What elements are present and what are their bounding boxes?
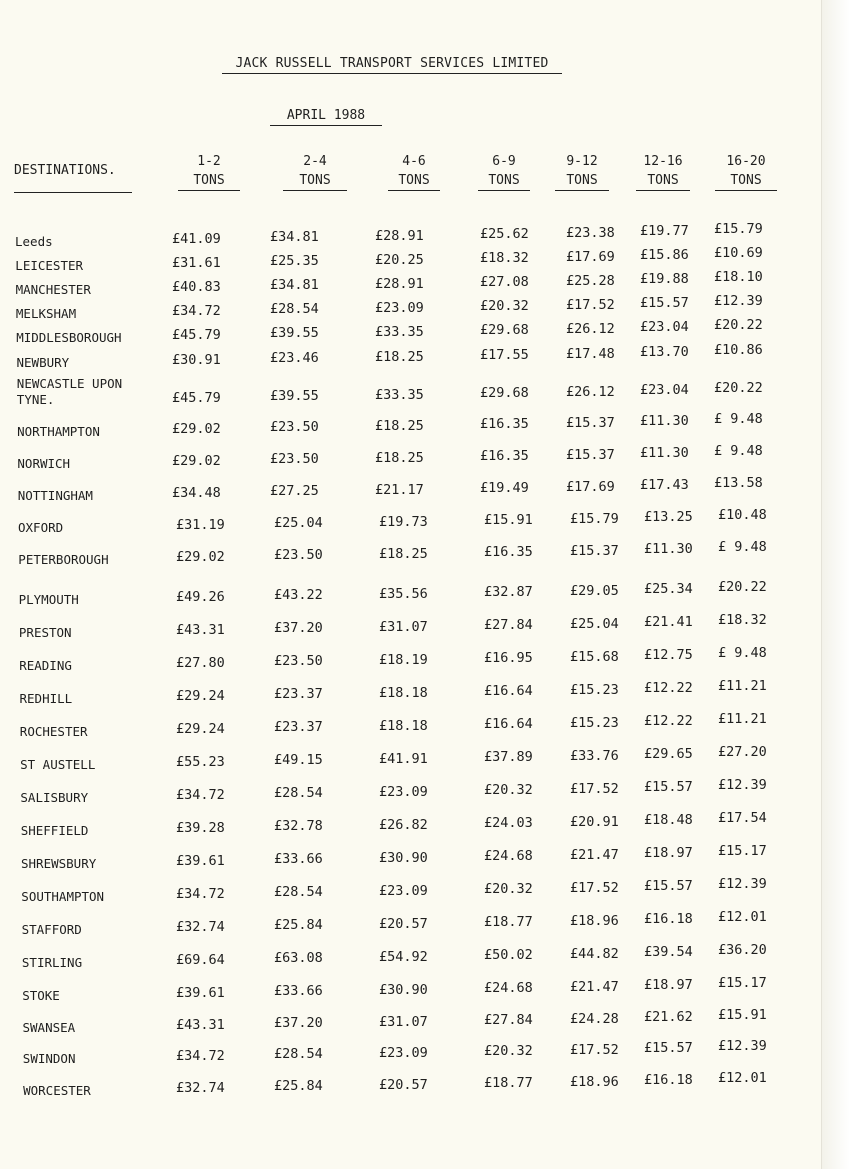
price-cell: £15.79 [714,221,763,238]
price-cell: £16.35 [484,544,533,561]
price-cell: £39.54 [644,944,693,960]
price-cell: £45.79 [172,390,221,406]
price-cell: £15.23 [570,714,619,731]
price-cell: £26.12 [566,383,615,400]
price-cell: £50.02 [484,947,533,964]
price-cell: £20.32 [484,1043,533,1060]
tonnage-header-6 [636,152,690,191]
price-cell: £28.91 [375,275,424,292]
price-cell: £23.50 [274,653,323,670]
price-cell: £23.09 [375,299,424,316]
price-cell: £20.32 [484,881,533,898]
price-cell: £15.86 [640,247,689,263]
price-cell: £27.25 [270,483,319,500]
price-cell: £10.86 [714,342,763,359]
price-cell: £34.72 [176,886,225,902]
price-cell: £31.07 [379,618,428,635]
price-cell: £12.22 [644,680,693,696]
destination-name: LEICESTER [15,258,84,273]
price-cell: £19.73 [379,513,428,530]
tonnage-header-4 [478,152,530,191]
price-cell: £23.38 [566,224,615,241]
price-cell: £16.18 [644,1072,693,1088]
price-cell: £24.68 [484,980,533,997]
price-cell: £23.09 [379,783,428,800]
destination-name: NEWCASTLE UPON TYNE. [16,376,123,407]
table-row [0,443,850,473]
price-cell: £34.48 [172,485,221,501]
price-cell: £11.21 [718,678,767,695]
price-cell: £15.37 [566,414,615,431]
price-cell: £16.64 [484,683,533,700]
table-row [0,475,850,505]
price-cell: £24.68 [484,848,533,865]
price-cell: £33.66 [274,851,323,868]
price-cell: £34.72 [176,1048,225,1064]
destination-name: Leeds [15,234,53,249]
price-cell: £37.20 [274,1015,323,1032]
price-cell: £23.37 [274,686,323,703]
table-row [0,1038,850,1068]
price-cell: £25.04 [274,515,323,532]
destination-name: NEWBURY [16,355,70,370]
price-cell: £21.17 [375,481,424,498]
price-cell: £18.96 [570,912,619,929]
price-cell: £11.30 [640,413,689,429]
destination-name: ROCHESTER [19,724,88,739]
table-row [0,678,850,708]
price-cell: £28.54 [274,785,323,802]
destination-name: NOTTINGHAM [17,488,93,503]
price-cell: £18.97 [644,845,693,861]
price-cell: £32.74 [176,1080,225,1096]
destination-name: PRESTON [18,625,72,640]
price-cell: £41.09 [172,231,221,247]
price-cell: £25.84 [274,1078,323,1095]
price-cell: £17.52 [570,1041,619,1058]
price-cell: £33.35 [375,323,424,340]
price-cell: £16.95 [484,650,533,667]
price-cell: £29.65 [644,746,693,762]
price-cell: £20.32 [484,782,533,799]
price-cell: £18.25 [375,449,424,466]
price-cell: £20.22 [718,579,767,596]
price-cell: £23.46 [270,350,319,367]
price-cell: £30.90 [379,981,428,998]
table-row [0,645,850,675]
table-row [0,975,850,1005]
destination-name: READING [19,658,72,673]
price-cell: £32.74 [176,919,225,935]
price-cell: £25.34 [644,581,693,597]
price-cell: £16.35 [480,416,529,433]
price-cell: £15.23 [570,681,619,698]
price-cell: £31.19 [176,517,225,533]
price-cell: £34.72 [172,303,221,319]
price-cell: £17.48 [566,345,615,362]
price-cell: £45.79 [172,327,221,343]
price-cell: £35.56 [379,585,428,602]
price-cell: £17.69 [566,248,615,265]
price-cell: £31.61 [172,255,221,271]
price-cell: £16.64 [484,716,533,733]
price-cell: £23.50 [270,419,319,436]
price-cell: £17.54 [718,810,767,827]
price-cell: £15.37 [570,542,619,559]
price-cell: £12.39 [718,876,767,893]
price-cell: £18.25 [379,545,428,562]
price-cell: £23.04 [640,382,689,398]
price-cell: £29.68 [480,322,529,339]
price-cell: £29.24 [176,721,225,737]
price-cell: £25.35 [270,253,319,270]
price-cell: £43.31 [176,1017,225,1033]
table-row [0,744,850,774]
price-cell: £15.57 [640,295,689,311]
price-cell: £63.08 [274,950,323,967]
tonnage-unit: TONS [478,171,530,191]
price-cell: £21.62 [644,1009,693,1025]
price-cell: £37.20 [274,620,323,637]
table-row [0,810,850,840]
price-cell: £26.82 [379,816,428,833]
tonnage-header-3 [388,152,440,191]
price-cell: £23.04 [640,319,689,335]
price-cell: £17.55 [480,347,529,364]
destination-name: SWANSEA [22,1020,76,1035]
price-cell: £23.09 [379,1044,428,1061]
price-cell: £20.91 [570,813,619,830]
price-cell: £21.41 [644,614,693,630]
tonnage-range: 1-2 [197,154,221,169]
destination-name: MELKSHAM [15,306,77,321]
price-cell: £39.55 [270,325,319,342]
price-cell: £12.39 [718,777,767,794]
table-row [0,411,850,441]
table-row [0,711,850,741]
price-cell: £15.91 [484,512,533,529]
price-cell: £33.66 [274,983,323,1000]
price-cell: £18.97 [644,977,693,993]
price-cell: £43.22 [274,587,323,604]
price-cell: £18.10 [714,269,763,286]
price-cell: £20.25 [375,251,424,268]
tonnage-unit: TONS [636,171,690,191]
price-cell: £12.22 [644,713,693,729]
tonnage-range: 12-16 [643,154,683,169]
table-row [0,539,850,569]
price-cell: £39.61 [176,853,225,869]
price-cell: £34.81 [270,277,319,294]
price-cell: £19.88 [640,271,689,287]
destination-name: MIDDLESBOROUGH [16,330,122,345]
price-cell: £29.68 [480,385,529,402]
price-cell: £33.76 [570,747,619,764]
destination-name: PETERBOROUGH [18,552,109,567]
price-cell: £29.24 [176,688,225,704]
price-cell: £19.49 [480,480,529,497]
price-cell: £54.92 [379,948,428,965]
price-cell: £25.28 [566,272,615,289]
price-cell: £12.01 [718,909,767,926]
table-row [0,376,850,410]
price-cell: £11.21 [718,711,767,728]
price-cell: £18.25 [375,417,424,434]
table-row [0,612,850,642]
tonnage-unit: TONS [388,171,440,191]
price-cell: £37.89 [484,749,533,766]
tonnage-unit: TONS [715,171,777,191]
price-cell: £17.69 [566,478,615,495]
price-cell: £15.37 [566,446,615,463]
price-cell: £18.32 [480,250,529,267]
tonnage-header-5 [555,152,609,191]
price-cell: £34.81 [270,229,319,246]
price-cell: £40.83 [172,279,221,295]
price-cell: £13.70 [640,344,689,360]
price-cell: £39.55 [270,388,319,405]
price-cell: £29.02 [172,421,221,437]
price-cell: £39.61 [176,985,225,1001]
table-row [0,1007,850,1037]
price-cell: £23.09 [379,882,428,899]
price-cell: £20.22 [714,380,763,397]
price-cell: £18.77 [484,1075,533,1092]
destination-name: NORTHAMPTON [17,424,100,439]
price-cell: £15.57 [644,779,693,795]
price-cell: £18.77 [484,914,533,931]
tonnage-range: 9-12 [566,154,598,169]
destination-name: SHEFFIELD [20,823,89,838]
price-cell: £15.68 [570,648,619,665]
price-cell: £39.28 [176,820,225,836]
price-cell: £15.79 [570,510,619,527]
price-cell: £27.84 [484,1012,533,1029]
price-cell: £31.07 [379,1013,428,1030]
price-cell: £23.50 [270,451,319,468]
price-cell: £20.57 [379,915,428,932]
price-cell: £18.96 [570,1073,619,1090]
table-row [0,342,850,372]
price-cell: £12.01 [718,1070,767,1087]
price-cell: £26.12 [566,320,615,337]
price-cell: £18.25 [375,348,424,365]
document-date: APRIL 1988 [270,108,382,126]
price-cell: £20.32 [480,298,529,315]
table-row [0,843,850,873]
price-cell: £15.17 [718,843,767,860]
destination-name: PLYMOUTH [18,592,79,607]
destination-name: NORWICH [17,456,71,471]
destination-name: SOUTHAMPTON [21,889,105,904]
tonnage-range: 16-20 [726,154,766,169]
price-cell: £18.32 [718,612,767,629]
tonnage-range: 4-6 [402,154,426,169]
price-cell: £29.02 [176,549,225,565]
price-cell: £43.31 [176,622,225,638]
price-cell: £15.17 [718,975,767,992]
destination-name: OXFORD [18,520,64,535]
price-cell: £ 9.48 [714,411,763,428]
price-cell: £49.15 [274,752,323,769]
destination-name: SHREWSBURY [21,856,97,871]
price-cell: £27.08 [480,274,529,291]
price-cell: £13.58 [714,475,763,492]
price-cell: £24.03 [484,815,533,832]
destinations-header: DESTINATIONS. [14,163,132,193]
destination-name: REDHILL [19,691,73,706]
price-cell: £17.52 [566,296,615,313]
tonnage-unit: TONS [283,171,347,191]
destination-name: SALISBURY [20,790,89,805]
price-cell: £33.35 [375,386,424,403]
price-cell: £17.43 [640,477,689,493]
price-cell: £20.57 [379,1076,428,1093]
price-cell: £44.82 [570,945,619,962]
price-cell: £23.37 [274,719,323,736]
price-cell: £28.54 [274,1046,323,1063]
price-cell: £15.57 [644,1040,693,1056]
price-cell: £27.80 [176,655,225,671]
price-cell: £18.18 [379,684,428,701]
price-cell: £29.05 [570,582,619,599]
tonnage-range: 2-4 [303,154,327,169]
price-cell: £36.20 [718,942,767,959]
price-cell: £11.30 [640,445,689,461]
table-row [0,909,850,939]
price-cell: £49.26 [176,589,225,605]
price-cell: £12.75 [644,647,693,663]
tonnage-unit: TONS [178,171,240,191]
price-cell: £30.91 [172,352,221,368]
price-cell: £20.22 [714,317,763,334]
price-cell: £12.39 [718,1038,767,1055]
tonnage-header-2 [283,152,347,191]
price-cell: £16.35 [480,448,529,465]
price-cell: £28.54 [274,884,323,901]
table-row [0,942,850,972]
table-row [0,579,850,609]
price-cell: £11.30 [644,541,693,557]
price-cell: £13.25 [644,509,693,525]
destination-name: STAFFORD [21,922,82,937]
price-cell: £27.20 [718,744,767,761]
tonnage-header-7 [715,152,777,191]
price-cell: £18.18 [379,717,428,734]
price-cell: £32.87 [484,584,533,601]
price-cell: £15.57 [644,878,693,894]
destination-name: SWINDON [22,1051,76,1066]
price-cell: £34.72 [176,787,225,803]
table-row [0,1070,850,1100]
company-title: JACK RUSSELL TRANSPORT SERVICES LIMITED [222,56,562,74]
table-row [0,507,850,537]
price-cell: £21.47 [570,978,619,995]
price-cell: £18.19 [379,651,428,668]
price-cell: £25.84 [274,917,323,934]
tonnage-unit: TONS [555,171,609,191]
price-cell: £27.84 [484,617,533,634]
tonnage-header-1 [178,152,240,191]
price-cell: £17.52 [570,879,619,896]
price-cell: £32.78 [274,818,323,835]
price-cell: £24.28 [570,1010,619,1027]
price-cell: £55.23 [176,754,225,770]
price-cell: £25.04 [570,615,619,632]
destination-name: STOKE [22,988,60,1003]
price-cell: £21.47 [570,846,619,863]
price-cell: £ 9.48 [718,645,767,662]
destination-name: WORCESTER [23,1083,91,1098]
price-cell: £16.18 [644,911,693,927]
table-row [0,777,850,807]
destination-name: STIRLING [21,955,83,970]
price-cell: £ 9.48 [714,443,763,460]
price-cell: £30.90 [379,849,428,866]
tonnage-range: 6-9 [492,154,516,169]
price-cell: £28.91 [375,227,424,244]
price-cell: £10.48 [718,507,767,524]
price-cell: £69.64 [176,952,225,968]
price-cell: £18.48 [644,812,693,828]
price-cell: £25.62 [480,226,529,243]
price-cell: £28.54 [270,301,319,318]
price-cell: £10.69 [714,245,763,262]
table-row [0,876,850,906]
price-cell: £19.77 [640,223,689,239]
price-cell: £41.91 [379,750,428,767]
destination-name: MANCHESTER [15,282,91,297]
price-cell: £29.02 [172,453,221,469]
price-cell: £23.50 [274,547,323,564]
price-cell: £12.39 [714,293,763,310]
price-cell: £ 9.48 [718,539,767,556]
price-cell: £17.52 [570,780,619,797]
destination-name: ST AUSTELL [20,757,96,772]
price-cell: £15.91 [718,1007,767,1024]
